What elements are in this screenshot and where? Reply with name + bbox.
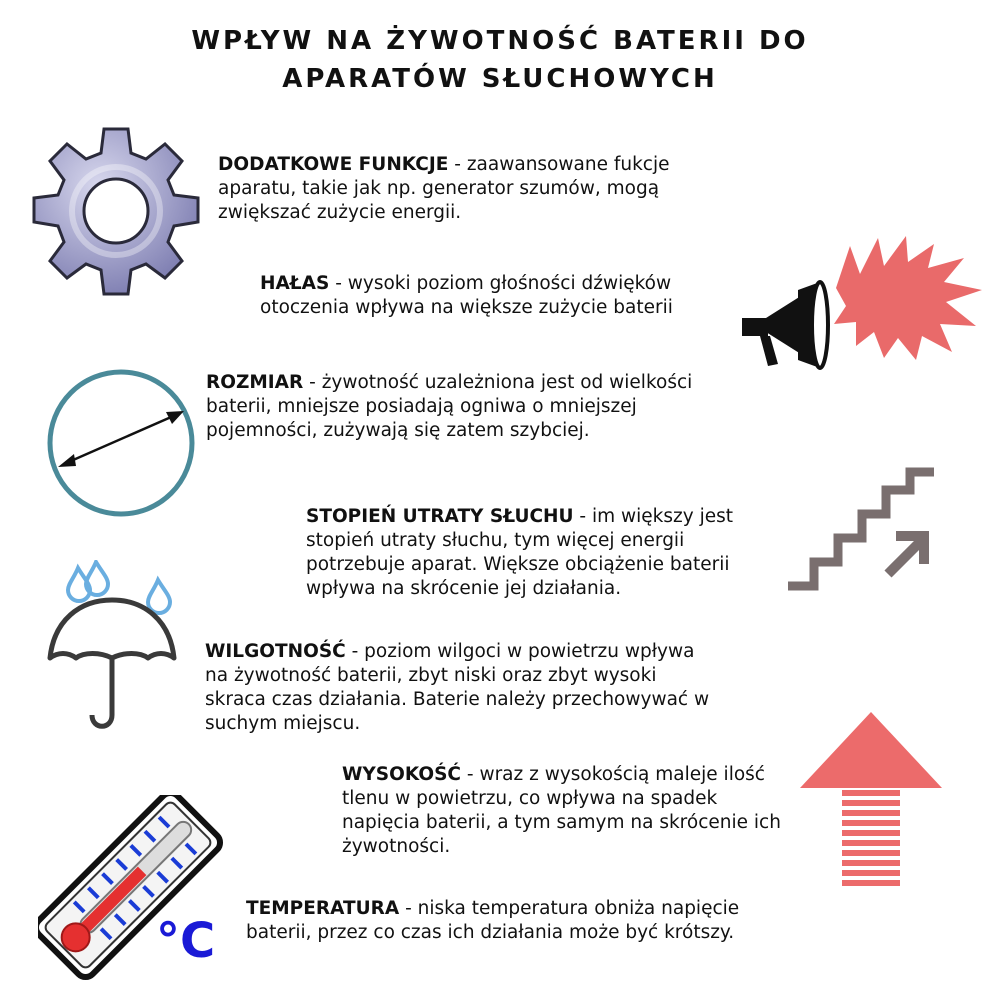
item-heading: WYSOKOŚĆ: [342, 764, 461, 785]
item-heading: HAŁAS: [260, 273, 330, 294]
item-separator: -: [399, 898, 418, 919]
item-heading: TEMPERATURA: [246, 898, 400, 919]
item-text: wraz z wysokością maleje ilość tlenu w powietrzu, co wpływa na spadek napięcia baterii, a tym samym na skrócenie ich żywotności.: [342, 764, 781, 857]
megaphone-icon: [738, 228, 988, 373]
circle-diameter-icon: [44, 366, 199, 521]
item-separator: -: [448, 154, 467, 175]
item-text: im większy jest stopień utraty słuchu, tym więcej energii potrzebuje aparat. Większe obciążenie baterii wpływa na skrócenie jej działania.: [306, 506, 733, 599]
gear-icon: [24, 125, 209, 310]
item-heading: WILGOTNOŚĆ: [205, 641, 346, 662]
list-item: [218, 153, 728, 225]
item-separator: -: [303, 372, 322, 393]
item-text: wysoki poziom głośności dźwięków otoczenia wpływa na większe zużycie baterii: [260, 273, 673, 318]
item-heading: STOPIEŃ UTRATY SŁUCHU: [306, 506, 574, 527]
item-text: zaawansowane fukcje aparatu, takie jak np. generator szumów, mogą zwiększać zużycie energii.: [218, 154, 670, 223]
umbrella-rain-icon: [44, 560, 184, 735]
item-separator: -: [329, 273, 348, 294]
thermometer-icon: [38, 795, 228, 985]
list-item: [342, 763, 782, 859]
item-heading: ROZMIAR: [206, 372, 304, 393]
item-separator: -: [461, 764, 480, 785]
burst-shape: [834, 236, 982, 360]
item-heading: DODATKOWE FUNKCJE: [218, 154, 449, 175]
page-title-line-2: APARATÓW SŁUCHOWYCH: [282, 64, 718, 94]
page-title-line-1: WPŁYW NA ŻYWOTNOŚĆ BATERII DO: [191, 26, 809, 56]
list-item: [260, 272, 730, 320]
stairs-up-icon: [784, 466, 939, 596]
item-text: żywotność uzależniona jest od wielkości baterii, mniejsze posiadają ogniwa o mniejszej pojemności, zużywają się zatem szybciej.: [206, 372, 693, 441]
item-separator: -: [345, 641, 365, 662]
list-item: [246, 897, 806, 945]
list-item: [306, 505, 776, 601]
arrow-up-icon: [796, 708, 946, 888]
celsius-label: °C: [156, 913, 216, 969]
item-text: niska temperatura obniża napięcie baterii, przez co czas ich działania może być krótszy.: [246, 898, 740, 943]
list-item: [205, 640, 715, 736]
list-item: [206, 371, 696, 443]
page-title: [0, 22, 1000, 98]
item-text: poziom wilgoci w powietrzu wpływa na żywotność baterii, zbyt niski oraz zbyt wysoki skraca czas działania. Baterie należy przechowywać w suchym miejscu.: [205, 641, 710, 734]
item-separator: -: [573, 506, 592, 527]
